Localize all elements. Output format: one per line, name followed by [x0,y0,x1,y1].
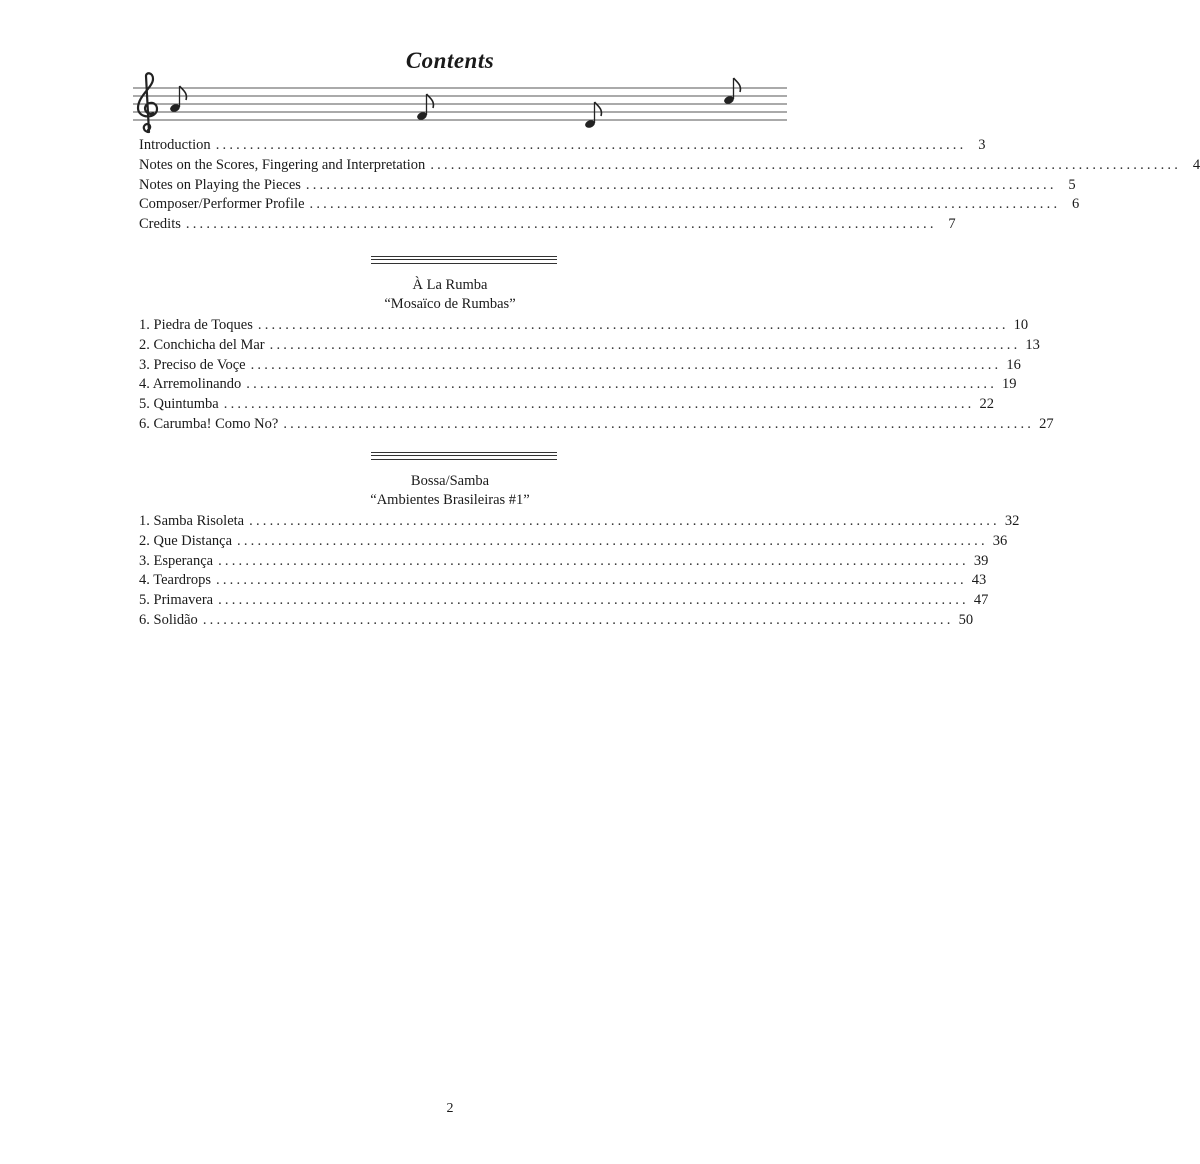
toc-entry[interactable] [139,176,1076,196]
eighth-note-icon [584,102,601,129]
toc-entry[interactable] [139,336,1040,356]
eighth-note-icon [723,78,740,105]
leader-dots: .............................................................................................................. [246,376,998,393]
toc-entry-page: 43 [971,572,987,589]
leader-dots: .............................................................................................................. [218,592,969,609]
toc-entry-page: 27 [1039,415,1054,432]
toc-entry-label: 1. Piedra de Toques [139,317,253,333]
toc-entry[interactable] [139,395,994,415]
toc-entry[interactable] [139,375,1017,395]
toc-entry-label: 3. Esperança [139,552,214,569]
section-subtitle: “Ambientes Brasileiras #1” [370,492,530,508]
toc-entry-label: Introduction [139,137,211,153]
toc-entry-page: 39 [973,552,989,569]
front-matter-list [139,136,1200,235]
toc-entry-label: 6. Carumba! Como No? [139,415,279,432]
toc-entry-page: 36 [992,532,1008,549]
eighth-note-icon [169,86,186,113]
leader-dots: .............................................................................................................. [283,415,1035,432]
leader-dots: .............................................................................................................. [215,137,967,153]
page-number: 2 [446,1101,454,1116]
toc-entry[interactable] [139,512,1020,532]
toc-entry-page: 3 [978,137,986,153]
toc-entry-label: Credits [139,216,181,233]
toc-entry-label: Notes on the Scores, Fingering and Interpretation [139,156,426,173]
toc-entry-label: Notes on Playing the Pieces [139,176,301,193]
section-1-list [139,316,1054,435]
toc-entry[interactable] [139,415,1054,435]
toc-entry-label: 2. Conchicha del Mar [139,336,265,353]
toc-entry[interactable] [139,552,989,572]
toc-entry[interactable] [139,195,1080,215]
leader-dots: .............................................................................................................. [202,611,954,628]
section-2-list [139,512,1020,631]
section-divider [371,452,557,460]
toc-entry-page: 5 [1068,176,1076,193]
section-title: Bossa/Samba [410,473,490,489]
leader-dots: .............................................................................................................. [237,532,988,549]
toc-entry[interactable] [139,611,974,631]
toc-entry-label: 1. Samba Risoleta [139,513,245,529]
leader-dots: .............................................................................................................. [430,156,1182,173]
leader-dots: .............................................................................................................. [223,396,975,413]
toc-entry[interactable] [139,316,1029,336]
toc-entry-label: 4. Teardrops [139,572,212,589]
toc-entry-page: 19 [1002,376,1017,393]
toc-entry[interactable] [139,215,956,235]
leader-dots: .............................................................................................................. [305,176,1057,193]
toc-entry[interactable] [139,532,1008,552]
toc-entry-page: 13 [1025,336,1040,353]
toc-entry[interactable] [139,591,989,611]
toc-entry-label: 5. Primavera [139,592,214,609]
eighth-note-icon [416,94,433,121]
toc-entry[interactable] [139,156,1200,176]
leader-dots: .............................................................................................................. [269,336,1021,353]
toc-entry[interactable] [139,571,987,591]
leader-dots: .............................................................................................................. [257,317,1009,333]
toc-entry[interactable] [139,136,986,156]
toc-entry-page: 16 [1006,356,1021,373]
section-subtitle: “Mosaïco de Rumbas” [384,296,516,312]
music-staff-decoration [133,70,787,136]
toc-entry-page: 32 [1004,513,1020,529]
page-title: Contents [405,48,495,73]
leader-dots: .............................................................................................................. [250,356,1002,373]
section-divider [371,256,557,264]
toc-entry-label: 6. Solidão [139,611,198,628]
toc-entry-label: 5. Quintumba [139,396,219,413]
toc-entry-page: 50 [958,611,974,628]
toc-entry-page: 22 [979,396,994,413]
toc-entry-page: 7 [948,216,956,233]
leader-dots: .............................................................................................................. [309,196,1061,213]
toc-entry-page: 4 [1192,156,1200,173]
toc-entry-page: 10 [1013,317,1029,333]
toc-entry-page: 47 [973,592,989,609]
leader-dots: .............................................................................................................. [249,513,1000,529]
toc-entry-page: 6 [1072,196,1080,213]
toc-entry[interactable] [139,356,1021,376]
toc-entry-label: 4. Arremolinando [139,376,242,393]
section-title: À La Rumba [412,277,488,293]
leader-dots: .............................................................................................................. [218,552,969,569]
treble-clef-icon [138,73,157,132]
toc-entry-label: 3. Preciso de Voçe [139,356,246,373]
leader-dots: .............................................................................................................. [216,572,967,589]
toc-entry-label: 2. Que Distança [139,532,233,549]
leader-dots: .............................................................................................................. [185,216,937,233]
toc-entry-label: Composer/Performer Profile [139,196,305,213]
